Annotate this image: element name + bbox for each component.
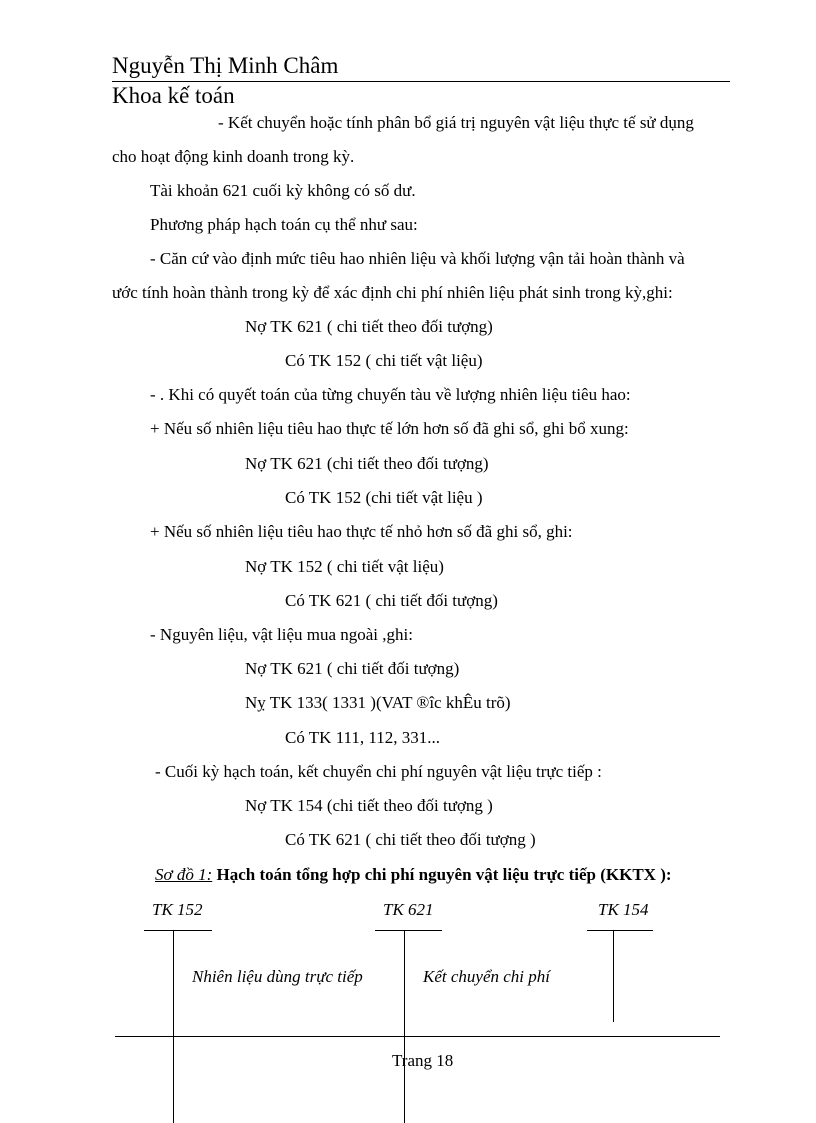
diagram-caption [155, 865, 672, 885]
entry-1-credit: Có TK 152 ( chi tiết vật liệu) [285, 351, 483, 370]
entry-5-debit: Nợ TK 154 (chi tiết theo đối tượng ) [245, 796, 493, 815]
t-account-top-tk152 [144, 930, 212, 931]
t-account-top-tk154 [587, 930, 653, 931]
account-label-tk154: TK 154 [598, 900, 649, 919]
paragraph-4-line-1: - Căn cứ vào định mức tiêu hao nhiên liệu và khối lượng vận tải hoàn thành và [150, 249, 685, 268]
t-account-top-tk621 [375, 930, 442, 931]
page-number: Trang 18 [392, 1051, 454, 1070]
paragraph-1-line-2: cho hoạt động kinh doanh trong kỳ. [112, 147, 355, 166]
entry-3-debit: Nợ TK 152 ( chi tiết vật liệu) [245, 557, 444, 576]
flow-label-cost-transfer: Kết chuyển chi phí [423, 967, 550, 986]
entry-2-credit: Có TK 152 (chi tiết vật liệu ) [285, 488, 483, 507]
paragraph-3: Phương pháp hạch toán cụ thể như sau: [150, 215, 418, 234]
diagram-caption-prefix: Sơ đồ 1: [155, 865, 213, 884]
t-account-stem-tk152 [173, 930, 174, 1123]
paragraph-4-line-2: ước tính hoàn thành trong kỳ để xác định chi phí nhiên liệu phát sinh trong kỳ,ghi: [112, 283, 673, 302]
t-account-stem-tk154 [613, 930, 614, 1022]
entry-4-credit: Có TK 111, 112, 331... [285, 728, 441, 747]
entry-4-debit: Nợ TK 621 ( chi tiết đối tượng) [245, 659, 460, 678]
diagram-caption-title: Hạch toán tổng hợp chi phí nguyên vật liệu trực tiếp (KKTX ): [212, 865, 672, 884]
paragraph-9: - Cuối kỳ hạch toán, kết chuyển chi phí nguyên vật liệu trực tiếp : [155, 762, 602, 781]
paragraph-1-line-1: - Kết chuyển hoặc tính phân bổ giá trị nguyên vật liệu thực tế sử dụng [218, 113, 694, 132]
paragraph-2: Tài khoản 621 cuối kỳ không có số dư. [150, 181, 416, 200]
header-rule [112, 81, 730, 82]
entry-2-debit: Nợ TK 621 (chi tiết theo đối tượng) [245, 454, 489, 473]
flow-label-direct-fuel: Nhiên liệu dùng trực tiếp [192, 967, 363, 986]
account-label-tk152: TK 152 [152, 900, 203, 919]
paragraph-5: - . Khi có quyết toán của từng chuyến tàu về lượng nhiên liệu tiêu hao: [150, 385, 631, 404]
paragraph-6: + Nếu số nhiên liệu tiêu hao thực tế lớn hơn số đã ghi sổ, ghi bổ xung: [150, 419, 629, 438]
entry-5-credit: Có TK 621 ( chi tiết theo đối tượng ) [285, 830, 536, 849]
account-label-tk621: TK 621 [383, 900, 434, 919]
paragraph-8: - Nguyên liệu, vật liệu mua ngoài ,ghi: [150, 625, 413, 644]
entry-1-debit: Nợ TK 621 ( chi tiết theo đối tượng) [245, 317, 493, 336]
entry-3-credit: Có TK 621 ( chi tiết đối tượng) [285, 591, 498, 610]
footer-rule [115, 1036, 720, 1037]
paragraph-7: + Nếu số nhiên liệu tiêu hao thực tế nhỏ hơn số đã ghi sổ, ghi: [150, 522, 573, 541]
t-account-stem-tk621 [404, 930, 405, 1123]
author-name: Nguyễn Thị Minh Châm [112, 53, 339, 78]
entry-4-debit-vat: Nỵ TK 133( 1331 )(VAT ®îc khÊu trõ) [245, 693, 511, 712]
department-name: Khoa kế toán [112, 83, 235, 108]
